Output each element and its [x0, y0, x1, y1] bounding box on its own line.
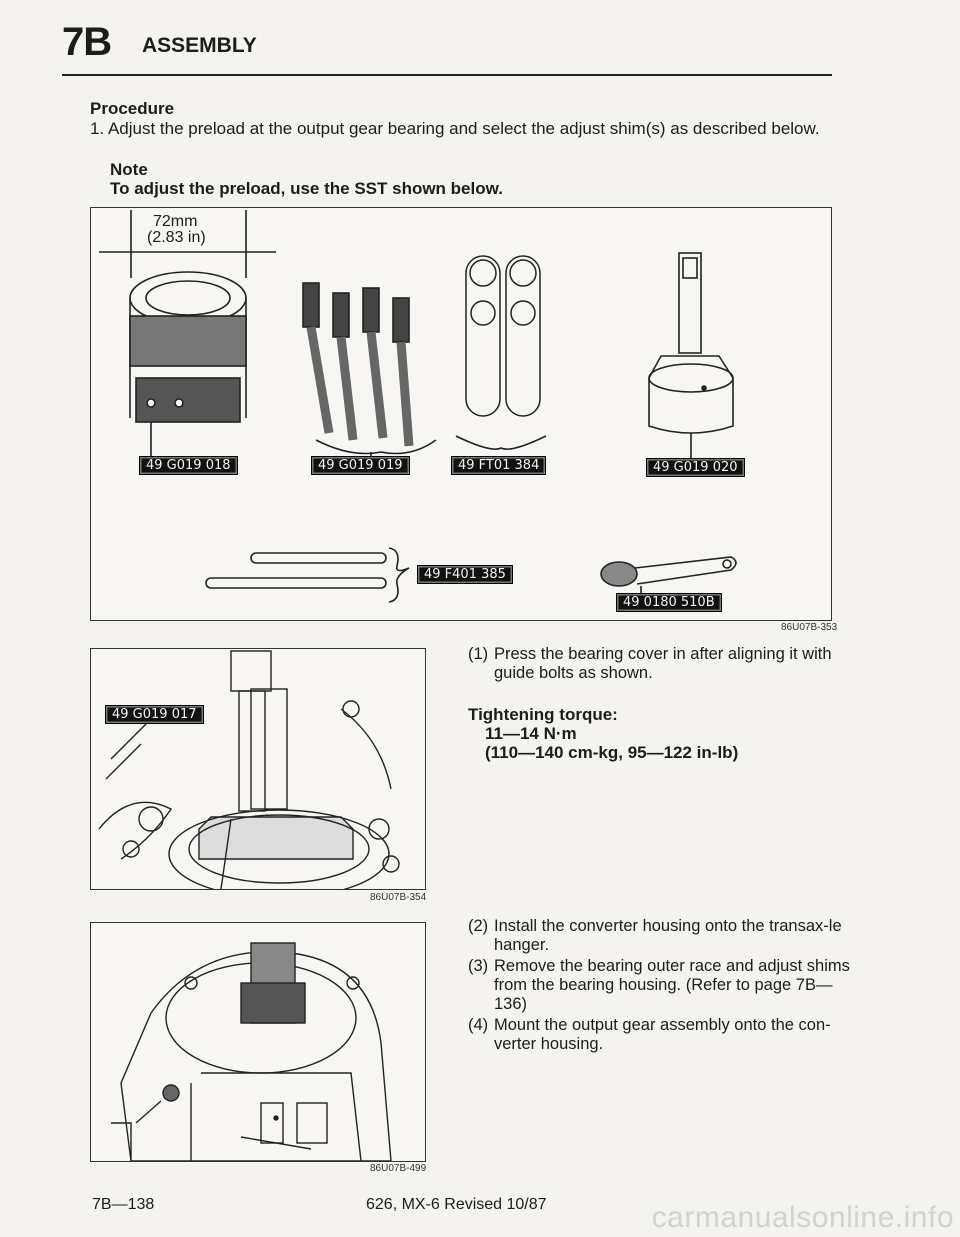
sst-tools-figure [90, 207, 832, 621]
note-heading: Note [110, 160, 148, 179]
tool-tag: 49 0180 510B [616, 593, 722, 612]
tool-tag: 49 G019 020 [646, 458, 745, 477]
tool-tag: 49 F401 385 [417, 565, 513, 584]
step-number: (4) [468, 1016, 489, 1034]
procedure-step-1: 1. Adjust the preload at the output gear bearing and select the adjust shim(s) as described below. [90, 119, 820, 138]
tool-tag: 49 G019 019 [311, 456, 410, 475]
step-2 [468, 917, 862, 955]
step-number: (2) [468, 917, 489, 935]
tool-tag: 49 G019 017 [105, 705, 204, 724]
step-text: Press the bearing cover in after aligning it with guide bolts as shown. [494, 645, 832, 682]
procedure-heading: Procedure [90, 99, 175, 118]
figure-code: 86U07B-353 [781, 622, 838, 633]
torque-alt-value: (110—140 cm-kg, 95—122 in-lb) [485, 743, 739, 762]
step-text: Install the converter housing onto the transax-le hanger. [494, 917, 842, 954]
press-bearing-cover-illustration [91, 649, 425, 889]
step-3 [468, 957, 862, 1014]
tool-tag: 49 G019 018 [139, 456, 238, 475]
step-number: (3) [468, 957, 489, 975]
page-number: 7B—138 [92, 1196, 155, 1213]
watermark: carmanualsonline.info [651, 1201, 954, 1234]
sst-tools-illustration [91, 208, 831, 620]
step-1 [468, 645, 862, 683]
step-4 [468, 1016, 862, 1054]
figure-code: 86U07B-354 [370, 892, 427, 903]
step-text: Mount the output gear assembly onto the con-verter housing. [494, 1016, 831, 1053]
model-revision: 626, MX-6 Revised 10/87 [366, 1196, 547, 1213]
step-number: (1) [468, 645, 489, 663]
step-text: Remove the bearing outer race and adjust shims from the bearing housing. (Refer to page 7B—136) [494, 957, 850, 1013]
dimension-mm: 72mm [153, 213, 198, 230]
converter-housing-figure [90, 922, 426, 1162]
torque-label: Tightening torque: [468, 705, 618, 724]
figure-code: 86U07B-499 [370, 1163, 427, 1174]
press-bearing-cover-figure [90, 648, 426, 890]
converter-housing-illustration [91, 923, 425, 1161]
tool-tag: 49 FT01 384 [451, 456, 546, 475]
note-text: To adjust the preload, use the SST shown below. [110, 179, 503, 198]
header-rule [62, 74, 832, 76]
section-code: 7B [62, 20, 112, 64]
section-title: ASSEMBLY [142, 34, 257, 57]
dimension-in: (2.83 in) [147, 229, 206, 246]
torque-value: 11—14 N·m [485, 724, 577, 743]
